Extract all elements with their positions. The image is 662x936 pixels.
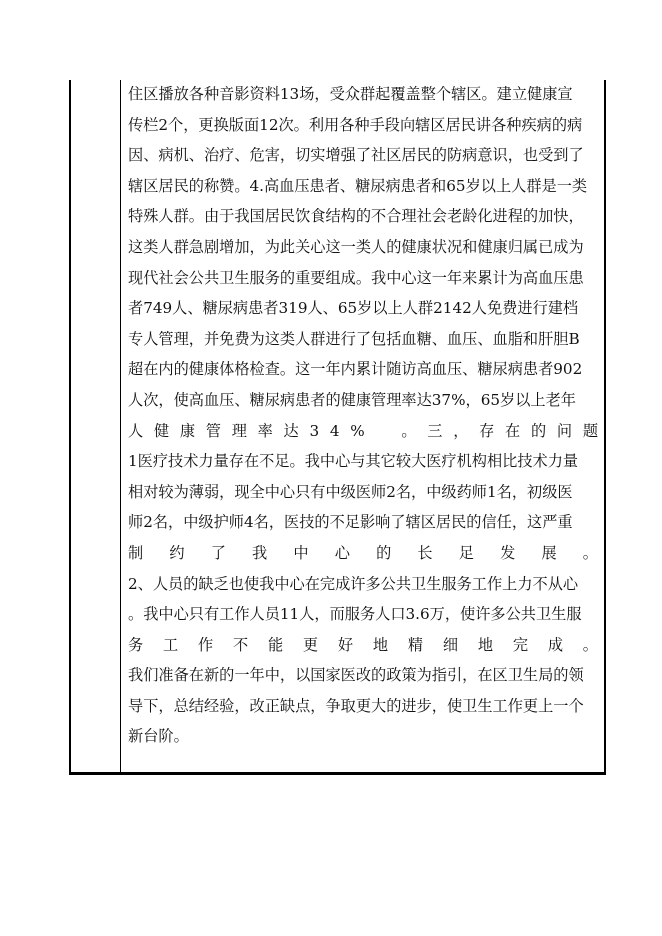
text-line-justified: 人 健 康 管 理 率 达 3 4 % 。 三 ， 存 在 的 问 题 [128,421,598,440]
text-line: 辖区居民的称赞。4.高血压患者、糖尿病患者和65岁以上人群是一类 [128,176,588,195]
text-line: 导下，总结经验，改正缺点，争取更大的进步，使卫生工作更上一个 [128,696,584,715]
text-line: 传栏2个，更换版面12次。利用各种手段向辖区居民讲各种疾病的病 [128,115,583,134]
text-line: 特殊人群。由于我国居民饮食结构的不合理社会老龄化进程的加快， [128,207,584,226]
text-line: 专人管理，并免费为这类人群进行了包括血糖、血压、血脂和肝胆B [128,329,580,348]
text-line-justified: 制 约 了 我 中 心 的 长 足 发 展 。 [128,543,598,562]
table-border-bottom [69,772,606,775]
text-line: 住区播放各种音影资料13场，受众群起覆盖整个辖区。建立健康宣 [128,85,573,103]
text-line: 现代社会公共卫生服务的重要组成。我中心这一年来累计为高血压患 [128,268,584,287]
table-border-left [69,80,71,775]
table-border-right [604,80,606,775]
text-line: 新台阶。 [128,727,189,746]
text-line: 。我中心只有工作人员11人，而服务人口3.6万，使许多公共卫生服 [128,605,582,624]
text-line: 因、病机、治疗、危害，切实增强了社区居民的防病意识，也受到了 [128,146,584,165]
text-line: 师2名，中级护师4名，医技的不足影响了辖区居民的信任，这严重 [128,513,573,532]
table-column-divider [120,80,121,774]
text-line: 者749人、糖尿病患者319人、65岁以上人群2142人免费进行建档 [128,299,579,318]
content-cell [128,79,598,752]
text-line-justified: 务 工 作 不 能 更 好 地 精 细 地 完 成 。 [128,635,598,654]
text-line: 相对较为薄弱，现全中心只有中级医师2名，中级药师1名，初级医 [128,482,573,501]
text-line: 1医疗技术力量存在不足。我中心与其它较大医疗机构相比技术力量 [128,452,579,471]
text-line: 人次，使高血压、糖尿病患者的健康管理率达37%，65岁以上老年 [128,390,576,409]
text-line: 2、人员的缺乏也使我中心在完成许多公共卫生服务工作上力不从心 [128,574,579,593]
text-line: 我们准备在新的一年中，以国家医改的政策为指引，在区卫生局的领 [128,666,584,685]
text-line: 超在内的健康体格检查。这一年内累计随访高血压、糖尿病患者902 [128,360,583,379]
text-line: 这类人群急剧增加，为此关心这一类人的健康状况和健康归属已成为 [128,237,584,256]
